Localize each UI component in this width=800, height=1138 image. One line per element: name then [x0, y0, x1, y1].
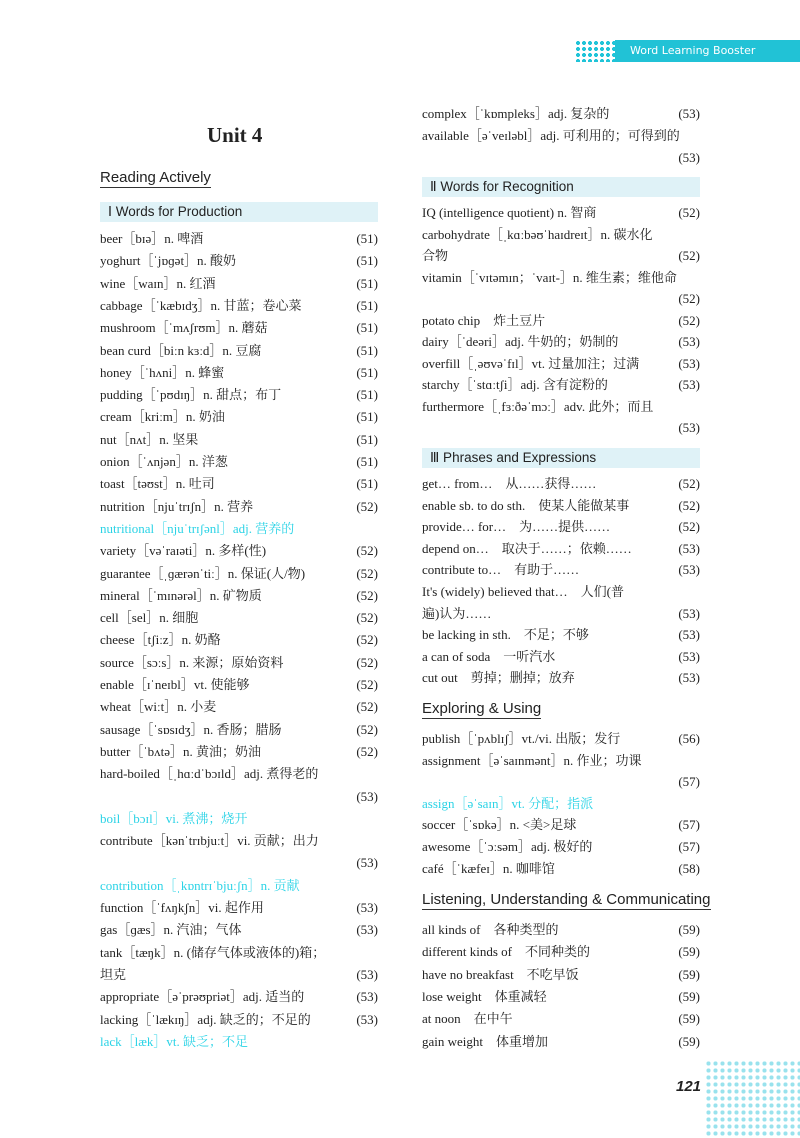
entry-row [422, 267, 700, 289]
entry-text: lacking［ˈlækɪŋ］adj. 缺乏的；不足的 [100, 1011, 311, 1027]
entry-page: (51) [356, 320, 378, 336]
entry-text: 遍)认为…… [422, 605, 492, 621]
entry-page: (59) [678, 922, 700, 937]
entry-text: nutrition［njuˈtrɪʃn］n. 营养 [100, 498, 254, 514]
entry-text: all kinds of 各种类型的 [422, 922, 559, 937]
entry-text: enable sb. to do sth. 使某人能做某事 [422, 497, 630, 513]
entry-text: appropriate［əˈprəʊpriət］adj. 适当的 [100, 989, 305, 1005]
header-band [575, 40, 800, 62]
entry-row [100, 629, 378, 651]
entry-row [422, 353, 700, 375]
entry-page: (56) [678, 731, 700, 746]
entry-page: (53) [678, 106, 700, 121]
entry-text: café［ˈkæfeɪ］n. 咖啡馆 [422, 860, 555, 876]
entry-page: (59) [678, 966, 700, 982]
entry-page: (59) [678, 988, 700, 1004]
entry-text: mushroom［ˈmʌʃrʊm］n. 蘑菇 [100, 320, 268, 336]
section-listening: Listening, Understanding & Communicating [422, 891, 711, 908]
entry-page: (51) [356, 297, 378, 313]
entry-page: (51) [356, 275, 378, 291]
entry-page: (53) [356, 900, 378, 915]
entry-text: assignment［əˈsaɪnmənt］n. 作业；功课 [422, 752, 642, 768]
entry-page: (52) [356, 743, 378, 759]
entry-text: It's (widely) believed that… 人们(普 [422, 584, 624, 599]
entry-row [100, 875, 378, 897]
entry-row [422, 516, 700, 538]
entry-page: (53) [678, 670, 700, 686]
entry-text: contribute［kənˈtrɪbjuːt］vi. 贡献；出力 [100, 833, 319, 849]
entry-page: (51) [356, 476, 378, 492]
entry-text: mineral［ˈmɪnərəl］n. 矿物质 [100, 587, 262, 603]
entry-text: cut out 剪掉；删掉；放弃 [422, 670, 575, 686]
entry-page: (53) [678, 648, 700, 664]
entry-text: be lacking in sth. 不足；不够 [422, 627, 589, 643]
entry-page: (52) [678, 497, 700, 513]
entry-row [100, 696, 378, 718]
entry-page: (51) [356, 342, 378, 358]
entry-row [100, 273, 378, 295]
entry-text: wine［waɪn］n. 红酒 [100, 275, 216, 291]
entry-text: yoghurt［ˈjɒɡət］n. 酸奶 [100, 253, 237, 269]
entry-text: toast［təʊst］n. 吐司 [100, 476, 215, 492]
entry-row [100, 451, 378, 473]
entry-row [422, 310, 700, 332]
entry-page: (58) [678, 860, 700, 876]
entry-row [100, 830, 378, 852]
entry-page: (53) [356, 989, 378, 1005]
entry-text: get… from… 从……获得…… [422, 476, 597, 491]
entry-text: soccer［ˈsɒkə］n. <美>足球 [422, 817, 577, 833]
entry-row [100, 652, 378, 674]
entry-page: (52) [356, 587, 378, 603]
entry-text: available［əˈveɪləbl］adj. 可利用的；可得到的 [422, 128, 680, 143]
entry-text: nutritional［njuˈtrɪʃənl］adj. 营养的 [100, 520, 295, 536]
entry-page: (51) [356, 231, 378, 246]
entry-page: (51) [356, 431, 378, 447]
entry-page: (53) [356, 788, 378, 804]
entry-page: (52) [356, 610, 378, 626]
entry-text: cabbage［ˈkæbɪdʒ］n. 甘蓝；卷心菜 [100, 297, 302, 313]
entry-row [422, 667, 700, 689]
entry-page: (52) [356, 699, 378, 715]
entry-text: assign［əˈsaɪn］vt. 分配；指派 [422, 795, 594, 811]
entry-text: at noon 在中午 [422, 1011, 513, 1027]
entry-row [422, 473, 700, 495]
entry-text: onion［ˈʌnjən］n. 洋葱 [100, 454, 228, 469]
entry-page: (59) [678, 1011, 700, 1027]
entry-text: hard-boiled［ˌhɑːdˈbɔɪld］adj. 煮得老的 [100, 766, 319, 782]
entry-text: overfill［ˌəʊvəˈfɪl］vt. 过量加注；过满 [422, 355, 640, 371]
entry-text: lack［læk］vt. 缺乏；不足 [100, 1033, 249, 1049]
entry-row [422, 538, 700, 560]
entry-page: (53) [356, 855, 378, 871]
entry-row [100, 763, 378, 785]
entry-row [422, 793, 700, 815]
entry-page: (53) [356, 922, 378, 938]
entry-page: (52) [356, 543, 378, 559]
entry-page: (52) [356, 565, 378, 581]
entry-row [100, 518, 378, 540]
entry-row [422, 624, 700, 646]
entry-row [100, 473, 378, 495]
entry-text: carbohydrate［ˌkɑːbəʊˈhaɪdreɪt］n. 碳水化 [422, 226, 653, 242]
entry-row [100, 340, 378, 362]
entry-row [422, 224, 700, 246]
entry-row [100, 295, 378, 317]
entry-text: wheat［wiːt］n. 小麦 [100, 699, 217, 715]
entry-page: (53) [678, 420, 700, 435]
entry-text: publish［ˈpʌblɪʃ］vt./vi. 出版；发行 [422, 731, 621, 746]
entry-page: (51) [356, 454, 378, 469]
entry-text: enable［ɪˈneɪbl］vt. 使能够 [100, 677, 250, 692]
entry-text: 合物 [422, 248, 449, 263]
entry-row [422, 836, 700, 858]
entry-row [422, 331, 700, 353]
entry-page: (52) [678, 291, 700, 306]
entry-row [100, 1031, 378, 1053]
entry-text: have no breakfast 不吃早饭 [422, 966, 579, 982]
entry-row [100, 317, 378, 339]
entry-row [100, 919, 378, 941]
entry-row [422, 495, 700, 517]
entry-row [100, 964, 378, 986]
entry-row [100, 719, 378, 741]
entry-page: (53) [356, 1011, 378, 1027]
entry-text: pudding［ˈpʊdɪŋ］n. 甜点；布丁 [100, 387, 282, 403]
band-words-recognition: Ⅱ Words for Recognition [422, 177, 700, 197]
entry-page: (51) [356, 364, 378, 380]
entry-row [100, 808, 378, 830]
entry-row [100, 540, 378, 562]
entry-page: (52) [678, 519, 700, 535]
entry-row [100, 250, 378, 272]
entry-text: variety［vəˈraɪəti］n. 多样(性) [100, 543, 267, 559]
entry-row [100, 1009, 378, 1031]
entry-row [422, 814, 700, 836]
entry-row [100, 674, 378, 696]
entry-text: honey［ˈhʌni］n. 蜂蜜 [100, 364, 225, 380]
entry-page: (53) [678, 627, 700, 643]
entry-row [100, 585, 378, 607]
entry-row [422, 374, 700, 396]
entry-page: (52) [678, 476, 700, 491]
entry-row [422, 728, 700, 750]
entry-page: (53) [678, 605, 700, 621]
entry-text: beer［bɪə］n. 啤酒 [100, 231, 204, 246]
entry-text: potato chip 炸土豆片 [422, 312, 546, 328]
entry-page: (53) [678, 377, 700, 392]
entry-page: (52) [356, 721, 378, 737]
entry-text: 坦克 [100, 966, 127, 982]
entry-row [100, 741, 378, 763]
entry-text: cream［kriːm］n. 奶油 [100, 409, 225, 425]
section-exploring-using: Exploring & Using [422, 700, 542, 717]
entry-row [100, 384, 378, 406]
entry-text: boil［bɔɪl］vi. 煮沸；烧开 [100, 810, 248, 826]
entry-row [422, 964, 700, 986]
entry-page: (53) [678, 355, 700, 371]
entry-row [422, 202, 700, 224]
entry-row [422, 581, 700, 603]
entry-row [422, 750, 700, 772]
entry-text: vitamin［ˈvɪtəmɪn；ˈvaɪt-］n. 维生素；维他命 [422, 269, 677, 285]
entry-page: (52) [678, 312, 700, 328]
entry-page: (52) [356, 632, 378, 648]
entry-text: different kinds of 不同种类的 [422, 944, 591, 960]
section-reading-actively: Reading Actively [100, 169, 211, 186]
entry-row [422, 919, 700, 941]
entry-row [422, 858, 700, 880]
entry-page: (51) [356, 409, 378, 425]
entry-row [422, 396, 700, 418]
entry-row [100, 362, 378, 384]
pixel-decoration [575, 40, 615, 62]
entry-row [422, 1008, 700, 1030]
entry-page: (53) [678, 150, 700, 165]
entry-row [422, 125, 700, 147]
entry-row [100, 563, 378, 585]
entry-row [100, 496, 378, 518]
entry-page: (51) [356, 253, 378, 269]
entry-text: gas［ɡæs］n. 汽油；气体 [100, 922, 242, 938]
entry-page: (57) [678, 774, 700, 790]
entry-row [422, 603, 700, 625]
entry-text: contribution［ˌkɒntrɪˈbjuːʃn］n. 贡献 [100, 877, 300, 893]
entry-page: (52) [356, 677, 378, 692]
entry-text: function［ˈfʌŋkʃn］vi. 起作用 [100, 900, 264, 915]
page-number: 121 [676, 1078, 702, 1095]
entry-page: (59) [678, 1033, 700, 1049]
entry-page: (53) [356, 966, 378, 982]
entry-page: (53) [678, 562, 700, 578]
entry-row [100, 942, 378, 964]
entry-row [100, 429, 378, 451]
entry-page: (52) [678, 205, 700, 220]
band-words-production: Ⅰ Words for Production [100, 202, 378, 222]
entry-page: (52) [356, 498, 378, 514]
entry-row [100, 607, 378, 629]
entry-page: (51) [356, 387, 378, 403]
entry-text: lose weight 体重减轻 [422, 988, 547, 1004]
entry-text: tank［tæŋk］n. (储存气体或液体的)箱； [100, 944, 326, 960]
entry-page: (59) [678, 944, 700, 960]
corner-pixel-decoration [705, 1060, 800, 1138]
entry-row [422, 103, 700, 125]
entry-text: IQ (intelligence quotient) n. 智商 [422, 205, 597, 220]
entry-row [422, 646, 700, 668]
entry-text: awesome［ˈɔːsəm］adj. 极好的 [422, 839, 593, 854]
entry-page: (57) [678, 839, 700, 854]
entry-text: contribute to… 有助于…… [422, 562, 580, 578]
entry-page: (52) [678, 248, 700, 263]
entry-row [422, 1031, 700, 1053]
entry-text: dairy［ˈdeəri］adj. 牛奶的；奶制的 [422, 334, 619, 349]
entry-text: provide… for… 为……提供…… [422, 519, 611, 535]
entry-row [422, 941, 700, 963]
entry-row [100, 406, 378, 428]
entry-text: a can of soda 一听汽水 [422, 648, 556, 664]
entry-row [422, 559, 700, 581]
entry-text: furthermore［ˌfɜːðəˈmɔː］adv. 此外；而且 [422, 398, 654, 414]
entry-text: cell［sel］n. 细胞 [100, 610, 199, 626]
entry-page: (57) [678, 817, 700, 833]
entry-text: sausage［ˈsɒsɪdʒ］n. 香肠；腊肠 [100, 721, 282, 737]
entry-row [100, 228, 378, 250]
entry-row [100, 897, 378, 919]
entry-text: nut［nʌt］n. 坚果 [100, 431, 199, 447]
entry-text: cheese［tʃiːz］n. 奶酪 [100, 632, 221, 648]
band-phrases: Ⅲ Phrases and Expressions [422, 448, 700, 468]
entry-row [422, 245, 700, 267]
entry-text: starchy［ˈstɑːtʃi］adj. 含有淀粉的 [422, 377, 608, 392]
entry-text: guarantee［ˌɡærənˈtiː］n. 保证(人/物) [100, 565, 306, 581]
entry-row [422, 986, 700, 1008]
entry-row [100, 986, 378, 1008]
entry-page: (53) [678, 334, 700, 349]
entry-page: (52) [356, 654, 378, 670]
entry-text: depend on… 取决于……；依赖…… [422, 540, 632, 556]
entry-text: complex［ˈkɒmpleks］adj. 复杂的 [422, 106, 610, 121]
entry-text: bean curd［biːn kɜːd］n. 豆腐 [100, 342, 262, 358]
unit-title: Unit 4 [207, 123, 263, 147]
entry-text: source［sɔːs］n. 来源；原始资料 [100, 654, 284, 670]
header-label: Word Learning Booster [630, 44, 756, 57]
entry-text: gain weight 体重增加 [422, 1033, 549, 1049]
entry-text: butter［ˈbʌtə］n. 黄油；奶油 [100, 743, 262, 759]
entry-page: (53) [678, 540, 700, 556]
